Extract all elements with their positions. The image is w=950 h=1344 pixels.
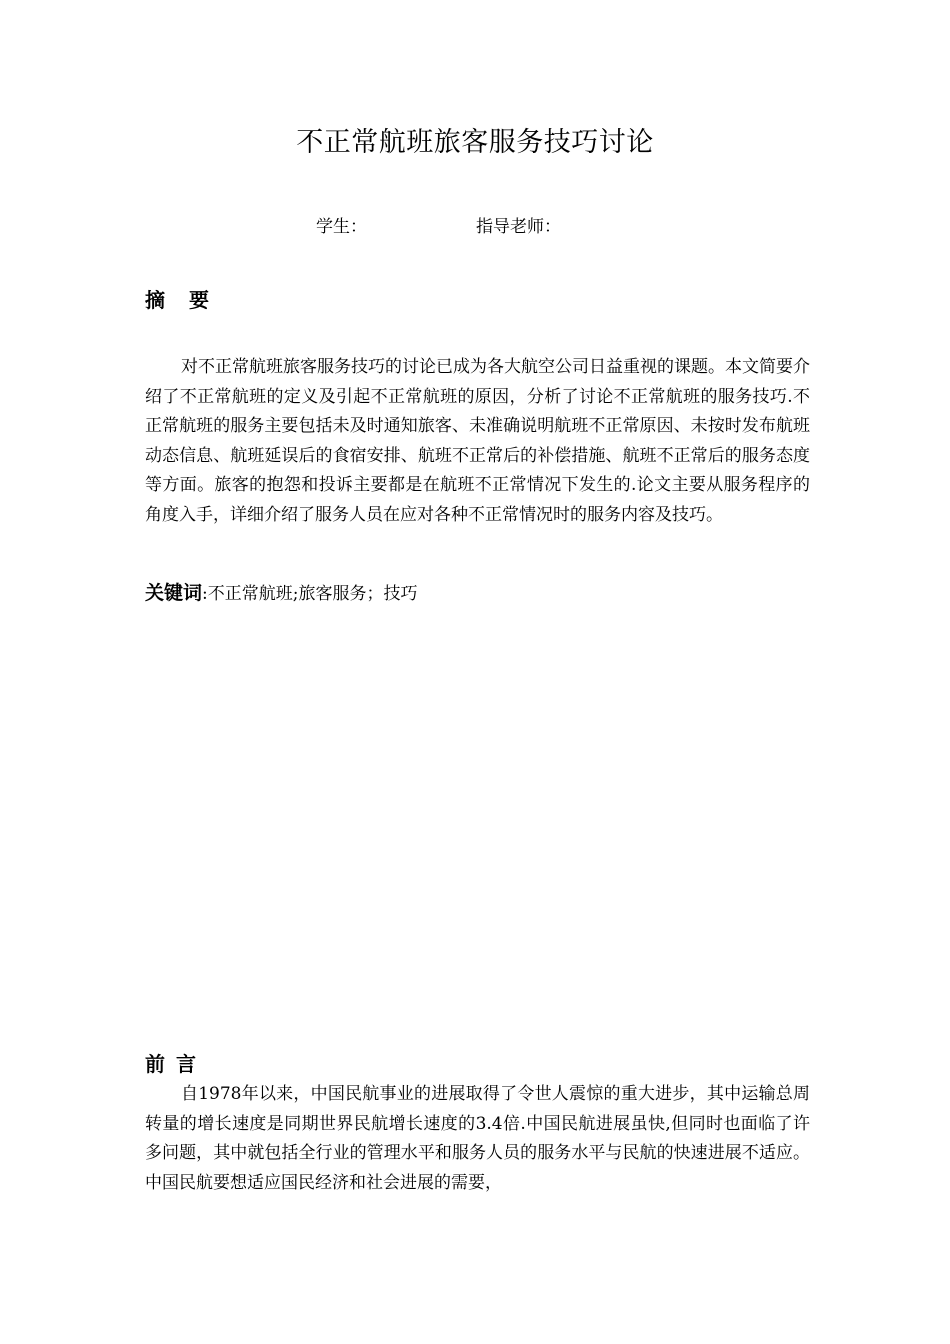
keywords-label: 关键词	[145, 582, 203, 604]
keywords-values: :不正常航班;旅客服务；技巧	[202, 584, 418, 604]
keywords-line	[145, 578, 417, 605]
preface-heading: 前 言	[145, 1052, 198, 1076]
paper-title: 不正常航班旅客服务技巧讨论	[296, 127, 654, 158]
abstract-heading: 摘 要	[145, 288, 211, 312]
preface-body: 自1978年以来，中国民航事业的进展取得了令世人震惊的重大进步，其中运输总周转量的增长速度是同期世界民航增长速度的3.4倍.中国民航进展虽快,但同时也面临了许多问题，其中就包括全行业的管理水平和服务人员的服务水平与民航的快速进展不适应。中国民航要想适应国民经济和社会进展的需要，	[145, 1084, 810, 1193]
advisor-label: 指导老师：	[476, 217, 561, 237]
student-label: 学生：	[316, 217, 367, 237]
abstract-body: 对不正常航班旅客服务技巧的讨论已成为各大航空公司日益重视的课题。本文简要介绍了不正常航班的定义及引起不正常航班的原因，分析了讨论不正常航班的服务技巧.不正常航班的服务主要包括未及时通知旅客、未准确说明航班不正常原因、未按时发布航班动态信息、航班延误后的食宿安排、航班不正常后的补偿措施、航班不正常后的服务态度等方面。旅客的抱怨和投诉主要都是在航班不正常情况下发生的.论文主要从服务程序的角度入手，详细介绍了服务人员在应对各种不正常情况时的服务内容及技巧。	[145, 357, 810, 525]
